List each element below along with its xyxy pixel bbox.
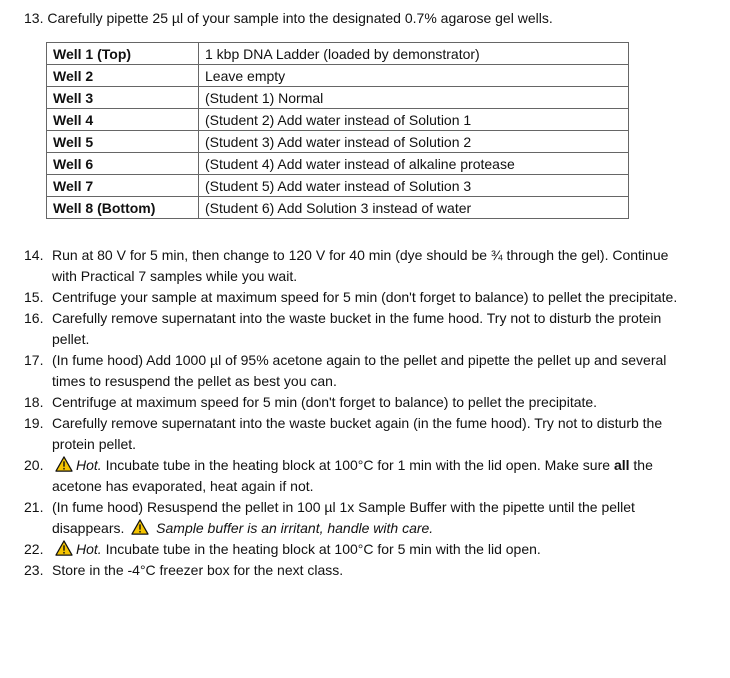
step-15	[24, 287, 679, 308]
irritant-warning-text: Sample buffer is an irritant, handle with care.	[156, 520, 434, 536]
step-number: 16.	[24, 310, 44, 326]
step-text-b: the acetone has evaporated, heat again if not.	[52, 457, 653, 494]
well-label-cell: Well 8 (Bottom)	[47, 197, 199, 219]
well-label-cell: Well 4	[47, 109, 199, 131]
step-14	[24, 245, 679, 287]
well-label-cell: Well 3	[47, 87, 199, 109]
step-text: Carefully remove supernatant into the waste bucket in the fume hood. Try not to disturb the protein pellet.	[52, 310, 662, 347]
table-row	[47, 87, 629, 109]
step-text: (In fume hood) Resuspend the pellet in 100 µl 1x Sample Buffer with the pipette until the pellet disappears.	[52, 499, 635, 536]
well-description-cell: Leave empty	[199, 65, 629, 87]
warning-triangle-icon	[54, 540, 74, 556]
well-label-cell: Well 5	[47, 131, 199, 153]
step-text: Centrifuge at maximum speed for 5 min (don't forget to balance) to pellet the precipitate.	[52, 394, 598, 410]
step-text: Run at 80 V for 5 min, then change to 120 V for 40 min (dye should be ¾ through the gel). Continue with Practical 7 samples while you wait.	[52, 247, 669, 284]
warning-triangle-icon	[54, 456, 74, 472]
step-20	[24, 455, 679, 497]
step-number: 22.	[24, 541, 44, 557]
step-23	[24, 560, 679, 581]
hot-label: Hot.	[76, 457, 102, 473]
step-text: Incubate tube in the heating block at 100°C for 5 min with the lid open.	[101, 541, 541, 557]
well-description-cell: (Student 6) Add Solution 3 instead of water	[199, 197, 629, 219]
step-text: Carefully remove supernatant into the waste bucket again (in the fume hood). Try not to disturb the protein pellet.	[52, 415, 663, 452]
hot-label: Hot.	[76, 541, 102, 557]
step-text: Carefully pipette 25 µl of your sample into the designated 0.7% agarose gel wells.	[47, 10, 553, 26]
well-description-cell: (Student 1) Normal	[199, 87, 629, 109]
table-row	[47, 43, 629, 65]
step-text-bold: all	[613, 457, 630, 473]
step-number: 21.	[24, 499, 44, 515]
gel-wells-table	[46, 42, 629, 219]
step-13	[24, 8, 714, 28]
table-row	[47, 109, 629, 131]
step-number: 20.	[24, 457, 44, 473]
step-number: 15.	[24, 289, 44, 305]
step-text: Store in the -4°C freezer box for the next class.	[52, 562, 344, 578]
step-16	[24, 308, 679, 350]
steps-list	[24, 245, 679, 581]
step-text: Centrifuge your sample at maximum speed for 5 min (don't forget to balance) to pellet the precipitate.	[52, 289, 678, 305]
step-number: 19.	[24, 415, 44, 431]
table-row	[47, 131, 629, 153]
step-18	[24, 392, 679, 413]
step-text-a: Incubate tube in the heating block at 100°C for 1 min with the lid open. Make sure	[101, 457, 614, 473]
step-19	[24, 413, 679, 455]
step-text: (In fume hood) Add 1000 µl of 95% acetone again to the pellet and pipette the pellet up and several times to resuspend the pellet as best you can.	[52, 352, 667, 389]
step-number: 23.	[24, 562, 44, 578]
table-row	[47, 175, 629, 197]
step-number: 17.	[24, 352, 44, 368]
well-description-cell: (Student 5) Add water instead of Solution 3	[199, 175, 629, 197]
step-number: 13.	[24, 10, 44, 26]
step-21	[24, 497, 679, 539]
table-row	[47, 65, 629, 87]
table-row	[47, 197, 629, 219]
well-label-cell: Well 1 (Top)	[47, 43, 199, 65]
well-description-cell: (Student 4) Add water instead of alkaline protease	[199, 153, 629, 175]
well-label-cell: Well 6	[47, 153, 199, 175]
step-number: 18.	[24, 394, 44, 410]
well-label-cell: Well 2	[47, 65, 199, 87]
well-description-cell: (Student 3) Add water instead of Solution 2	[199, 131, 629, 153]
step-17	[24, 350, 679, 392]
wells-table-body	[47, 43, 629, 219]
step-22	[24, 539, 679, 560]
well-label-cell: Well 7	[47, 175, 199, 197]
well-description-cell: (Student 2) Add water instead of Solution 1	[199, 109, 629, 131]
well-description-cell: 1 kbp DNA Ladder (loaded by demonstrator)	[199, 43, 629, 65]
step-number: 14.	[24, 247, 44, 263]
warning-triangle-icon	[130, 519, 150, 535]
table-row	[47, 153, 629, 175]
